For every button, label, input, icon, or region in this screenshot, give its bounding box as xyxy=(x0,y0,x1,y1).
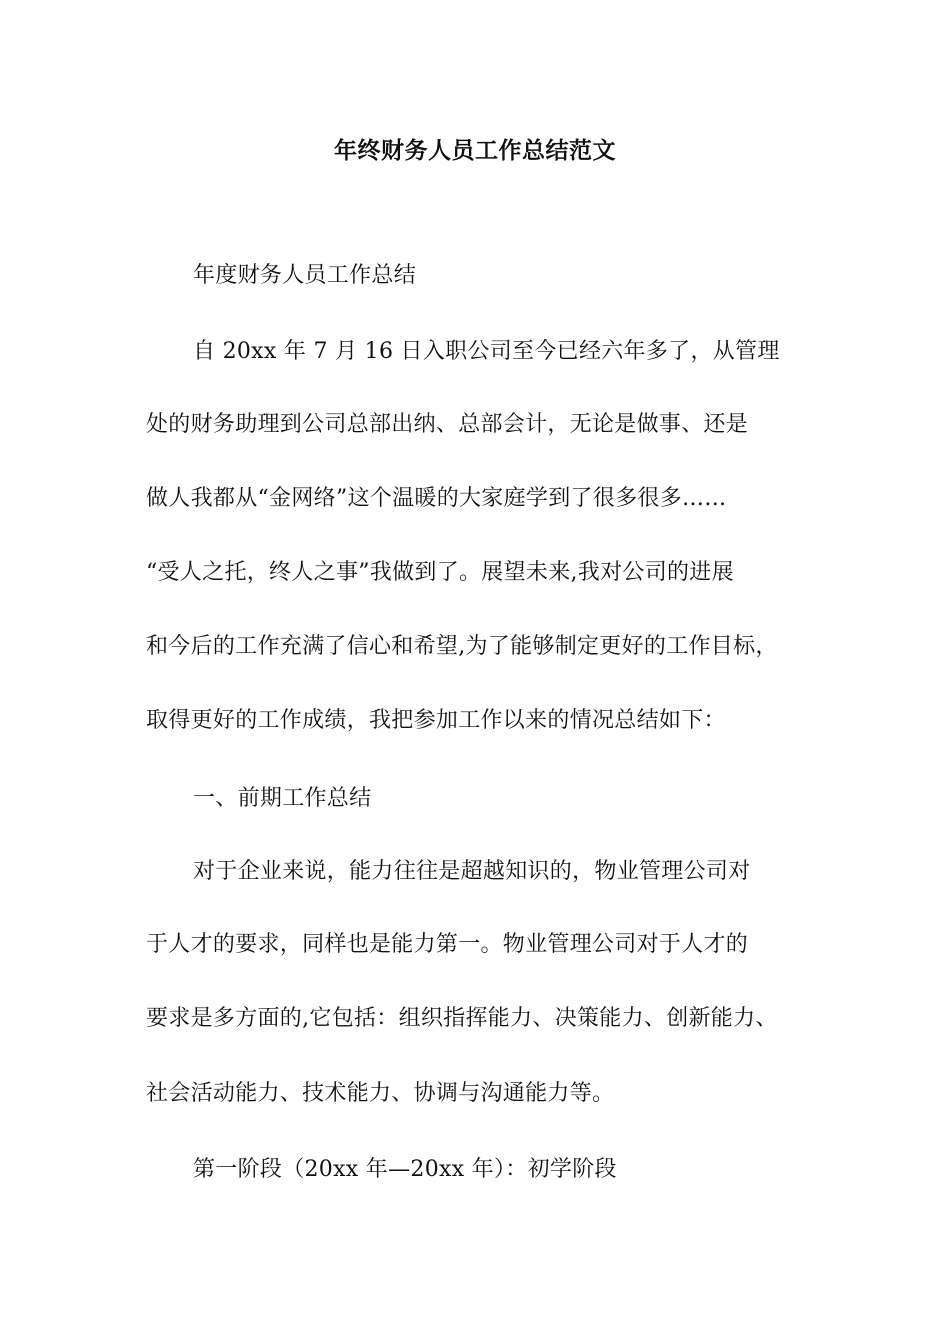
section-heading-first-stage: 第一阶段（20xx 年—20xx 年）：初学阶段 xyxy=(193,1157,617,1182)
section-heading-annual-summary: 年度财务人员工作总结 xyxy=(193,263,417,288)
paragraph-line: 取得更好的工作成绩，我把参加工作以来的情况总结如下： xyxy=(146,708,726,733)
section-heading-early-work: 一、前期工作总结 xyxy=(193,786,372,811)
paragraph-line: 做人我都从“金网络”这个温暖的大家庭学到了很多很多…… xyxy=(146,486,727,511)
paragraph-line: 于人才的要求，同样也是能力第一。物业管理公司对于人才的 xyxy=(146,932,749,957)
paragraph-line: 社会活动能力、技术能力、协调与沟通能力等。 xyxy=(146,1081,615,1106)
paragraph-line: 自 20xx 年 7 月 16 日入职公司至今已经六年多了，从管理 xyxy=(193,339,780,364)
paragraph-line: 要求是多方面的,它包括：组织指挥能力、决策能力、创新能力、 xyxy=(146,1006,778,1031)
paragraph-line: 和今后的工作充满了信心和希望,为了能够制定更好的工作目标， xyxy=(146,634,778,659)
document-title: 年终财务人员工作总结范文 xyxy=(334,137,616,164)
paragraph-line: “受人之托，终人之事”我做到了。展望未来,我对公司的进展 xyxy=(146,560,734,585)
paragraph-line: 对于企业来说，能力往往是超越知识的，物业管理公司对 xyxy=(193,859,751,884)
paragraph-line: 处的财务助理到公司总部出纳、总部会计，无论是做事、还是 xyxy=(146,412,749,437)
